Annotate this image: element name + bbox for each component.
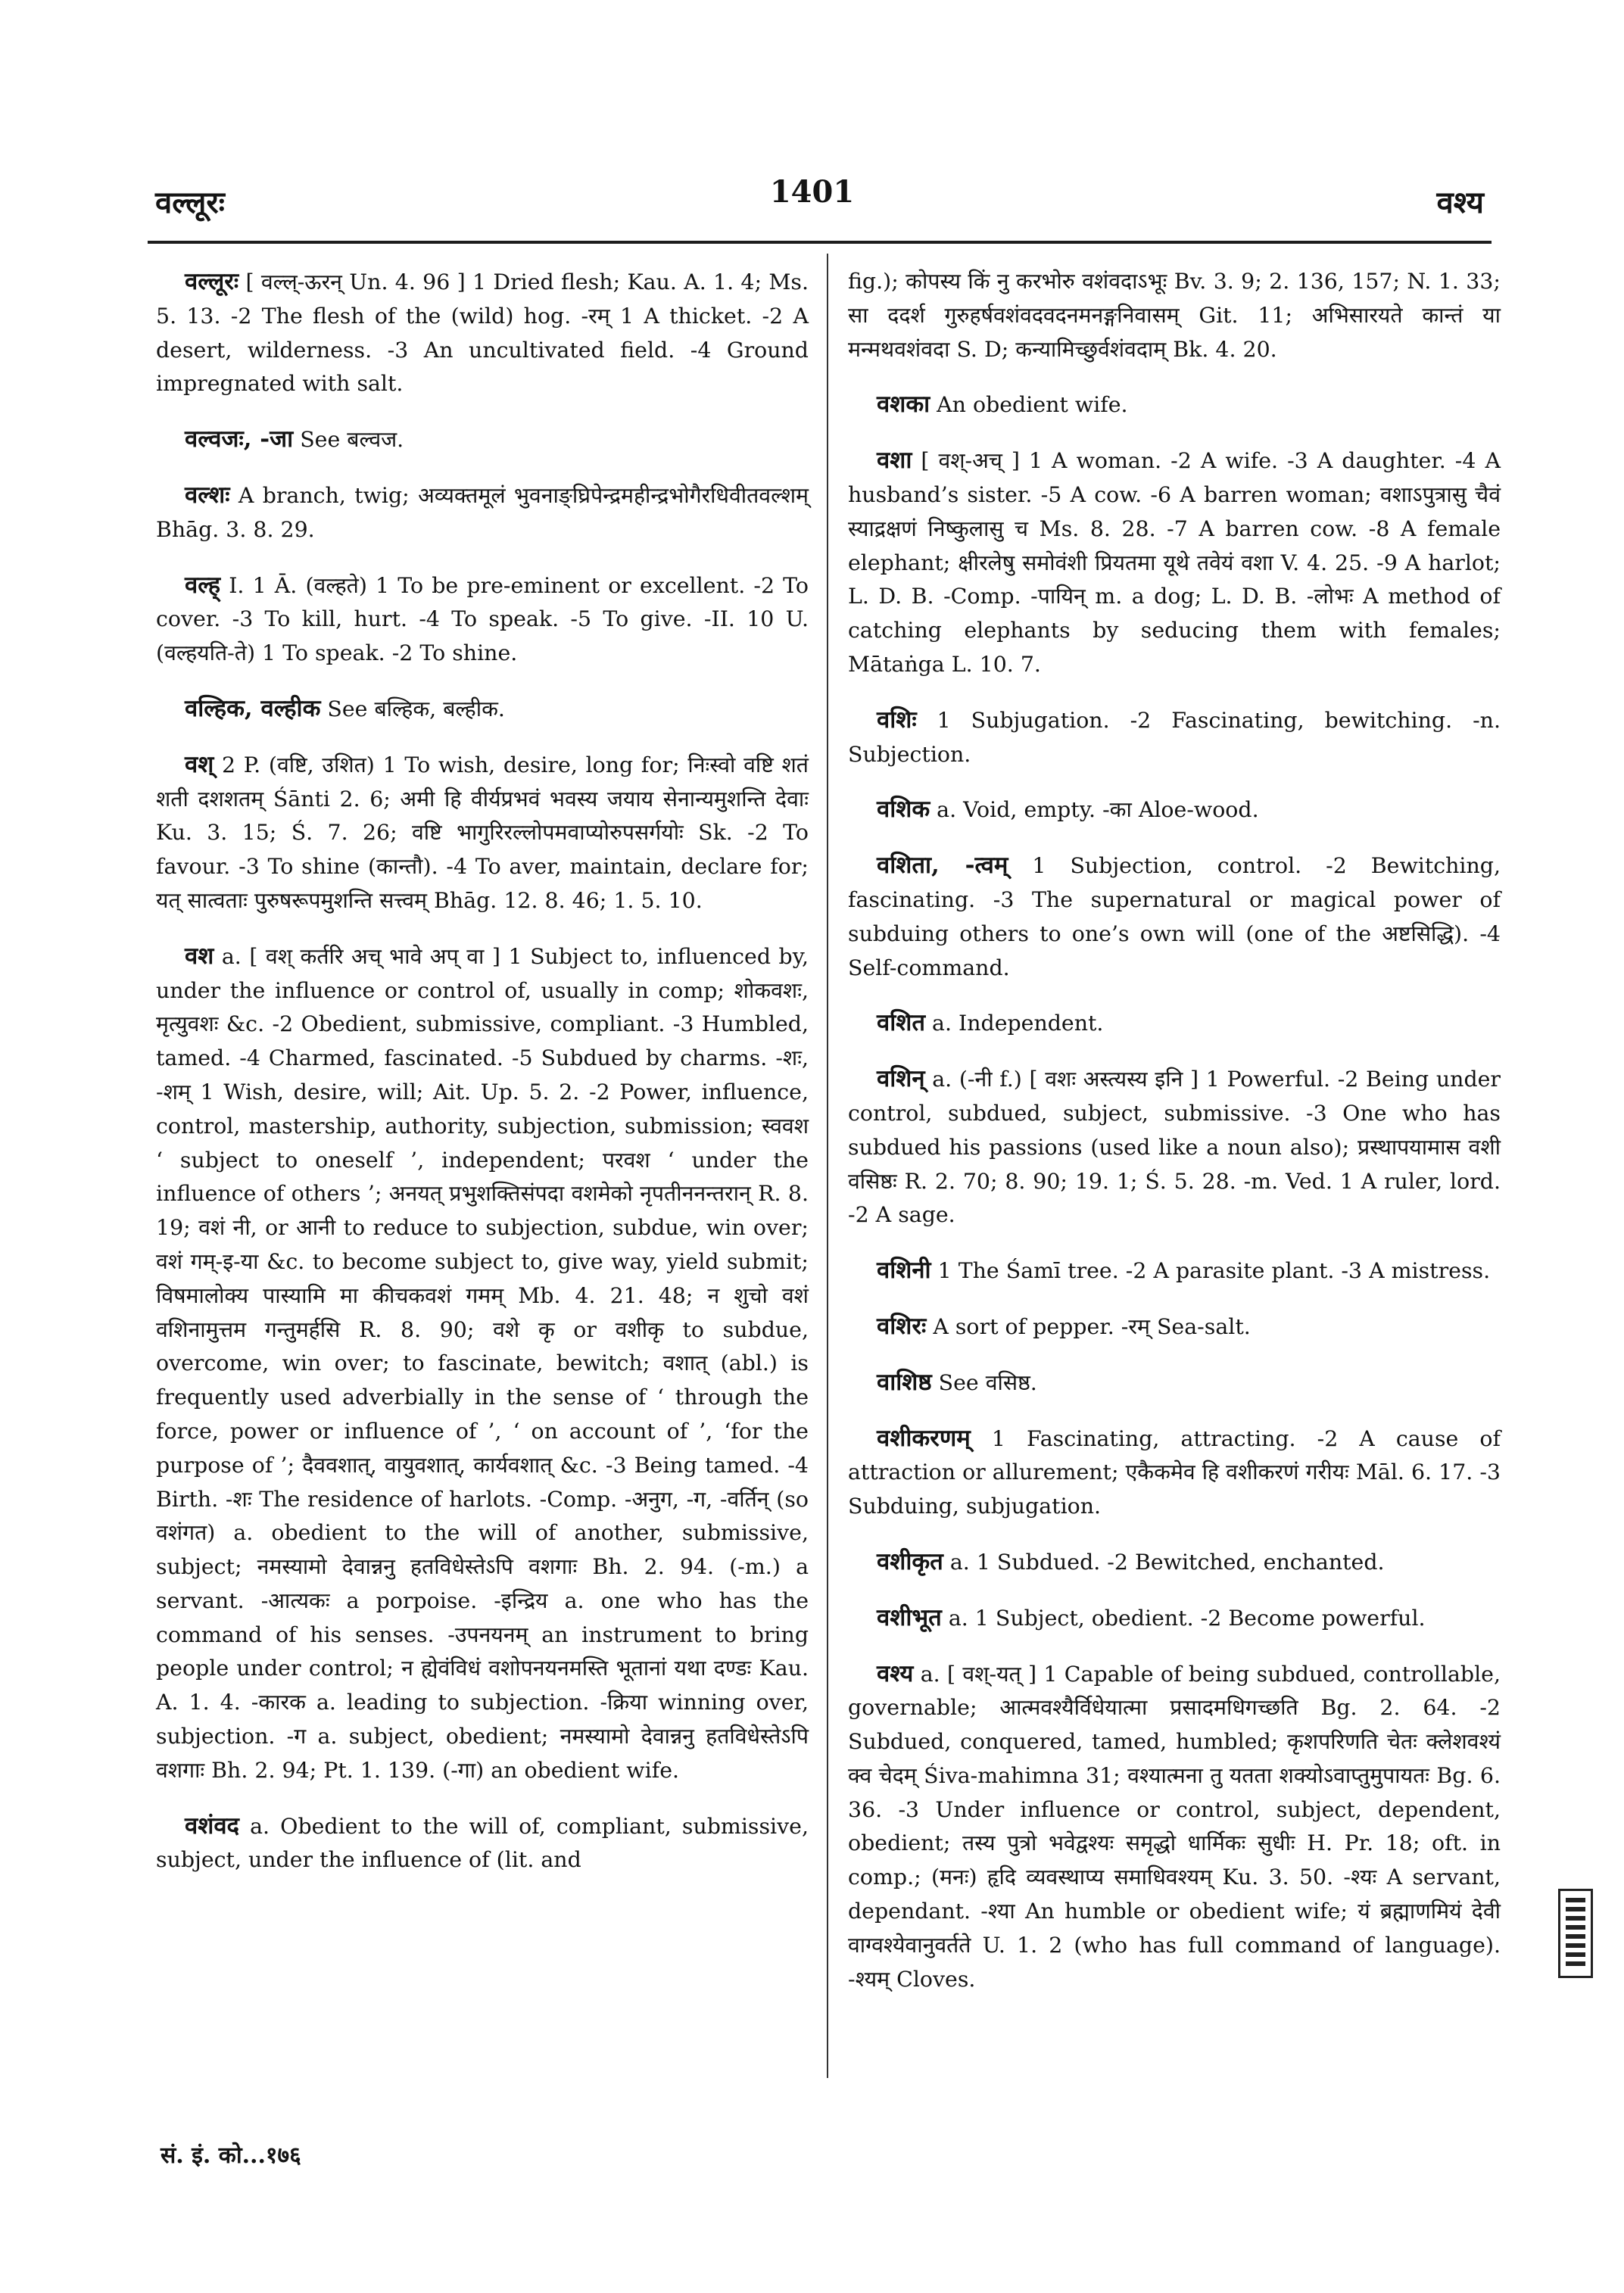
entry-text: 1 Fascinating, attracting. -2 A cause of attraction or allurement; एकैकमेव हि वशीकरणं गरीयः Māl. 6. 17. -3 Subduing, subjugation. xyxy=(848,1425,1501,1519)
headword: वशीकृत xyxy=(877,1547,943,1575)
entry-text: a. [ वश् कर्तरि अच् भावे अप् वा ] 1 Subject to, influenced by, under the influence or control of, usually in comp; शोकवशः, मृत्युवशः &c. -2 Obedient, submissive, compliant. -3 Humbled, tamed. -4 Charmed, fascinated. -5 Subdued by charms. -शः, -शम् 1 Wish, desire, will; Ait. Up. 5. 2. -2 Power, influence, control, mastership, authority, subjection, submission; स्ववश ‘ subject to oneself ’, independent; परवश ‘ under the influence of others ’; अनयत् प्रभुशक्तिसंपदा वशमेको नृपतीननन्तरान् R. 8. 19; वशं नी, or आनी to reduce to subjection, subdue, win over; वशं गम्-इ-या &c. to become subject to, give way, yield submit; विषमालोक्य पास्यामि मा कीचकवशं गमम् Mb. 4. 21. 48; न शुचो वशं वशिनामुत्तम गन्तुमर्हसि R. 8. 90; वशे कृ or वशीकृ to subdue, overcome, win over; to fascinate, bewitch; वशात् (abl.) is frequently used adverbially in the sense of ‘ through the force, power or influence of ’, ‘ on account of ’, ‘for the purpose of ’; दैववशात्, वायुवशात्, कार्यवशात् &c. -3 Being tamed. -4 Birth. -शः The residence of harlots. -Comp. -अनुग, -ग, -वर्तिन् (so वशंगत) a. obedient to the will of another, submissive, subject; नमस्यामो देवान्ननु हतविधेस्तेऽपि वशगाः Bh. 2. 94. (-m.) a servant. -आत्यकः a porpoise. -इन्द्रिय a. one who has the command of his senses. -उपनयनम् an instrument to bring people under control; न ह्येवंविधं वशोपनयनमस्ति भूतानां यथा दण्डः Kau. A. 1. 4. -कारक a. leading to subjection. -क्रिया winning over, subjection. -ग a. subject, obedient; नमस्यामो देवान्ननु हतविधेस्तेऽपि वशगाः Bh. 2. 94; Pt. 1. 139. (-गा) an obedient wife. xyxy=(156,943,809,1783)
headword: वशित xyxy=(877,1009,926,1037)
dictionary-entry xyxy=(848,265,1501,366)
headword: वशिन् xyxy=(877,1065,925,1093)
headword: वश xyxy=(185,942,214,970)
left-column xyxy=(156,265,809,1899)
headword: वल्हिक, वल्हीक xyxy=(185,694,321,722)
running-head-left: वल्लूरः xyxy=(155,185,225,220)
headword: वशीकरणम् xyxy=(877,1424,971,1452)
right-column xyxy=(848,265,1501,2017)
entry-text: a. Independent. xyxy=(925,1011,1104,1036)
dictionary-entry xyxy=(848,1310,1501,1344)
headword: वश् xyxy=(185,750,214,778)
dictionary-entry xyxy=(848,1422,1501,1524)
headword: वशिनी xyxy=(877,1257,931,1285)
running-head-right: वश्य xyxy=(1436,185,1484,220)
dictionary-entry xyxy=(156,939,809,1788)
headword: वशीभूत xyxy=(877,1603,942,1631)
dictionary-entry xyxy=(848,1254,1501,1288)
header-rule xyxy=(148,241,1492,244)
dictionary-entry xyxy=(848,1601,1501,1636)
dictionary-entry xyxy=(848,793,1501,827)
thumb-index-tab xyxy=(1558,1889,1593,1978)
entry-text: A branch, twig; अव्यक्तमूलं भुवनाङ्घ्रिपेन्द्रमहीन्द्रभोगैरधिवीतवल्शम् Bhāg. 3. 8. 29. xyxy=(156,482,809,542)
entry-text: a. [ वश्-यत् ] 1 Capable of being subdued, controllable, governable; आत्मवश्यैर्विधेयात्मा प्रसादमधिगच्छति Bg. 2. 64. -2 Subdued, conquered, tamed, humbled; कृशपरिणति चेतः क्लेशवश्यं क्व चेदम् Śiva-mahimna 31; वश्यात्मना तु यतता शक्योऽवाप्तुमुपायतः Bg. 6. 36. -3 Under influence or control, subject, dependent, obedient; तस्य पुत्रो भवेद्वश्यः समृद्धो धार्मिकः सुधीः H. Pr. 18; oft. in comp.; (मनः) हृदि व्यवस्थाप्य समाधिवश्यम् Ku. 3. 50. -श्यः A servant, dependant. -श्या An humble or obedient wife; यं ब्रह्माणमियं देवी वाग्वश्येवानुवर्तते U. 1. 2 (who has full command of language). -श्यम् Cloves. xyxy=(848,1661,1501,1992)
entry-text: I. 1 Ā. (वल्हते) 1 To be pre-eminent or excellent. -2 To cover. -3 To kill, hurt. -4 To speak. -5 To give. -II. 10 U. (वल्हयति-ते) 1 To speak. -2 To shine. xyxy=(156,572,809,666)
entry-text: a. 1 Subject, obedient. -2 Become powerful. xyxy=(941,1605,1426,1631)
dictionary-entry xyxy=(156,1809,809,1878)
dictionary-entry xyxy=(848,1062,1501,1232)
headword: वशिरः xyxy=(877,1312,927,1340)
entry-text: An obedient wife. xyxy=(930,392,1128,418)
entry-text: 1 The Śamī tree. -2 A parasite plant. -3 A mistress. xyxy=(930,1258,1491,1284)
headword: वश्य xyxy=(877,1659,914,1687)
headword: वशंवद xyxy=(185,1812,240,1840)
headword: वल्वजः, -जा xyxy=(185,425,294,453)
dictionary-entry xyxy=(848,1545,1501,1580)
dictionary-entry xyxy=(156,265,809,401)
entry-text: 1 Subjection, control. -2 Bewitching, fascinating. -3 The supernatural or magical power of subduing others to one’s own will (one of the अष्टसिद्धि). -4 Self-command. xyxy=(848,853,1501,980)
entry-text: a. 1 Subdued. -2 Bewitched, enchanted. xyxy=(943,1549,1385,1575)
dictionary-entry xyxy=(156,748,809,918)
entry-text: 1 Subjugation. -2 Fascinating, bewitching. -n. Subjection. xyxy=(848,707,1501,767)
printer-signature: सं. इं. को...१७६ xyxy=(161,2142,301,2169)
dictionary-entry xyxy=(848,849,1501,985)
entry-text: [ वल्ल्-ऊरन् Un. 4. 96 ] 1 Dried flesh; Kau. A. 1. 4; Ms. 5. 13. -2 The flesh of the (wild) hog. -रम् 1 A thicket. -2 A desert, wilderness. -3 An uncultivated field. -4 Ground impregnated with salt. xyxy=(156,269,809,397)
entry-text: a. Obedient to the will of, compliant, submissive, subject, under the influence of (lit. and xyxy=(156,1813,809,1873)
dictionary-entry xyxy=(848,444,1501,682)
headword: वशा xyxy=(877,447,912,475)
entry-text: [ वश्-अच् ] 1 A woman. -2 A wife. -3 A daughter. -4 A husband’s sister. -5 A cow. -6 A barren woman; वशाऽपुत्रासु चैवं स्याद्रक्षणं निष्कुलासु च Ms. 8. 28. -7 A barren cow. -8 A female elephant; क्षीरलेषु समोवंशी प्रियतमा यूथे तवेयं वशा V. 4. 25. -9 A harlot; L. D. B. -Comp. -पायिन् m. a dog; L. D. B. -लोभः A method of catching elephants by seducing them with females; Mātaṅga L. 10. 7. xyxy=(848,448,1501,677)
entry-text: a. Void, empty. -का Aloe-wood. xyxy=(930,797,1259,823)
headword: वल्शः xyxy=(185,481,230,509)
entry-text: See वसिष्ठ. xyxy=(931,1369,1037,1395)
dictionary-entry xyxy=(156,478,809,547)
headword: वल्ह् xyxy=(185,571,221,599)
headword: वशका xyxy=(877,391,930,419)
headword: वशिः xyxy=(877,706,917,734)
dictionary-entry xyxy=(848,1657,1501,1997)
dictionary-entry xyxy=(848,703,1501,772)
entry-text: a. (-नी f.) [ वशः अस्त्यस्य इनि ] 1 Powerful. -2 Being under control, subdued, subject, submissive. -3 One who has subdued his passions (used like a noun also); प्रस्थापयामास वशी वसिष्ठः R. 2. 70; 8. 90; 19. 1; Ś. 5. 28. -m. Ved. 1 A ruler, lord. -2 A sage. xyxy=(848,1067,1501,1228)
entry-text: A sort of pepper. -रम् Sea-salt. xyxy=(926,1313,1251,1339)
dictionary-entry xyxy=(848,1366,1501,1400)
dictionary-entry xyxy=(848,388,1501,422)
entry-text: 2 P. (वष्टि, उशित) 1 To wish, desire, long for; निःस्वो वष्टि शतं शती दशशतम् Śānti 2. 6; अमी हि वीर्यप्रभवं भवस्य जयाय सेनान्यमुशन्ति देवाः Ku. 3. 15; Ś. 7. 26; वष्टि भागुरिरल्लोपमवाप्योरुपसर्गयोः Sk. -2 To favour. -3 To shine (कान्तौ). -4 To aver, maintain, declare for; यत् सात्वताः पुरुषरूपमुशन्ति सत्त्वम् Bhāg. 12. 8. 46; 1. 5. 10. xyxy=(156,752,809,913)
entry-text: See बल्हिक, बल्हीक. xyxy=(320,696,505,721)
page-number: 1401 xyxy=(769,174,855,210)
column-divider xyxy=(827,254,828,2078)
entry-text: fig.); कोपस्य किं नु करभोरु वशंवदाऽभूः Bv. 3. 9; 2. 136, 157; N. 1. 33; सा ददर्श गुरुहर्षवशंवदवदनमनङ्गनिवासम् Git. 11; अभिसारयते कान्तं या मन्मथवशंवदा S. D; कन्यामिच्छुर्वशंवदाम् Bk. 4. 20. xyxy=(848,269,1501,362)
headword: वाशिष्ठ xyxy=(877,1368,932,1396)
dictionary-entry xyxy=(848,1006,1501,1041)
headword: वशिता, -त्वम् xyxy=(877,852,1008,880)
headword: वशिक xyxy=(877,796,930,824)
dictionary-entry xyxy=(156,692,809,727)
entry-text: See बल्वज. xyxy=(293,427,404,453)
headword: वल्लूरः xyxy=(185,268,239,295)
dictionary-entry xyxy=(156,422,809,457)
dictionary-entry xyxy=(156,569,809,671)
